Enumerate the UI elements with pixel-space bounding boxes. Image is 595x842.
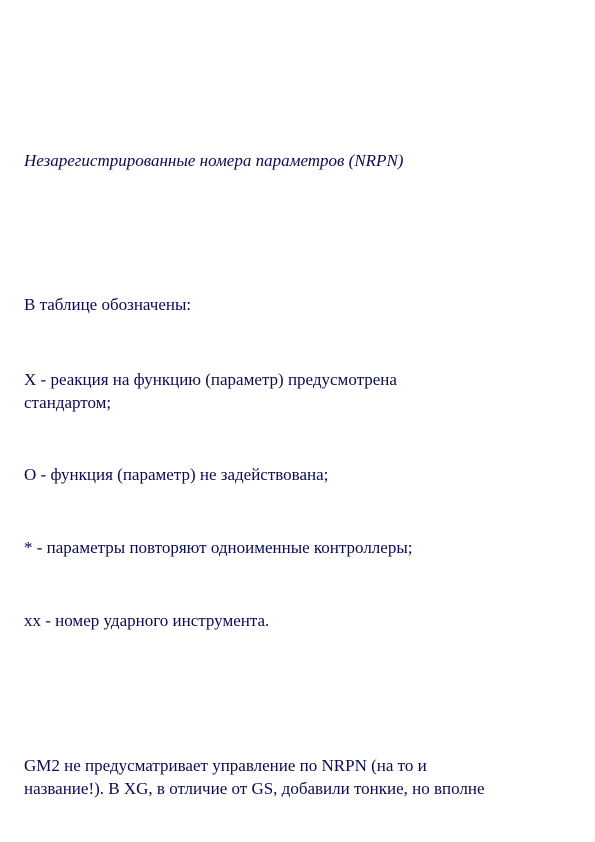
legend-item-x-continued: стандартом; (24, 393, 112, 412)
legend-item-xx: xx - номер ударного инструмента. (24, 611, 270, 630)
legend-item-asterisk: * - параметры повторяют одноименные контроллеры; (24, 538, 413, 557)
legend-intro: В таблице обозначены: (24, 295, 192, 314)
legend-item-o: O - функция (параметр) не задействована; (24, 465, 329, 484)
legend-item-x: X - реакция на функцию (параметр) предусмотрена (24, 370, 397, 389)
body-paragraph-line: название!). В XG, в отличие от GS, добавили тонкие, но вполне (24, 779, 485, 798)
body-paragraph-line: GM2 не предусматривает управление по NRPN (на то и (24, 756, 427, 775)
section-heading: Незарегистрированные номера параметров (NRPN) (24, 151, 404, 170)
